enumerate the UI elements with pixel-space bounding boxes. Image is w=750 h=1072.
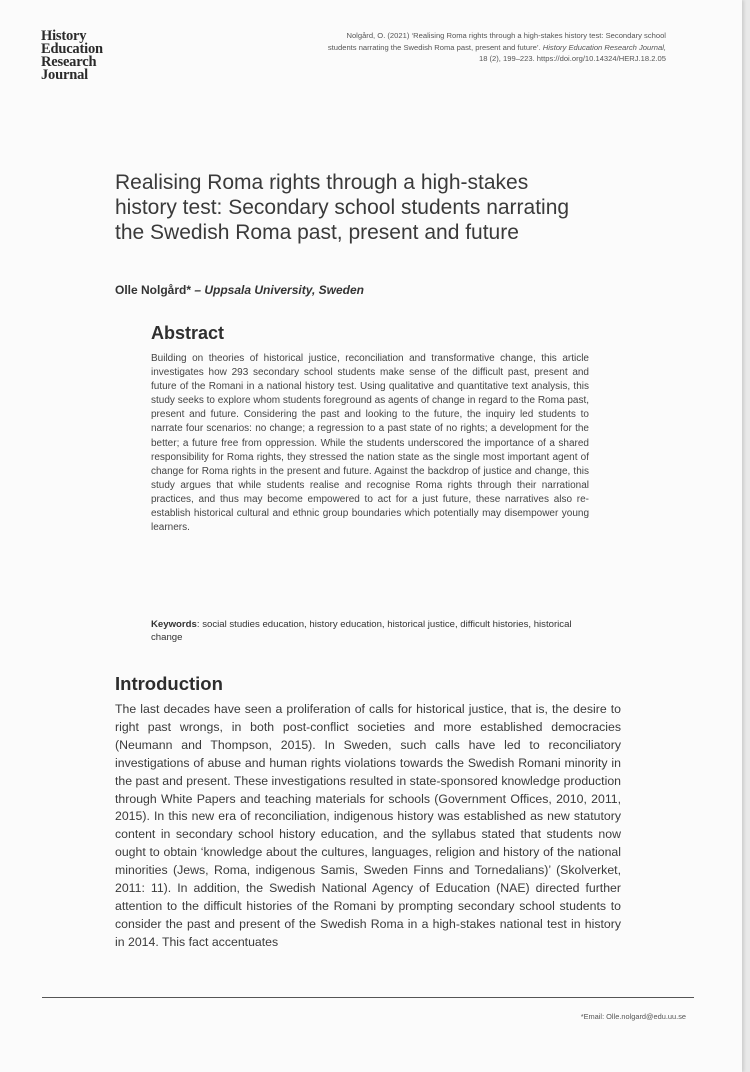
citation-journal: History Education Research Journal, bbox=[542, 42, 666, 52]
introduction-text: The last decades have seen a proliferation of calls for historical justice, that is, the desire to right past wrongs, in both post-conflict societies and more established democracies (Neumann and Thompson, 2015). In Sweden, such calls have led to reconciliatory investigations of abuse and human rights violations towards the Swedish Romani minority in the past and present. These investigations resulted in state-sponsored knowledge production through White Papers and teaching materials for schools (Government Offices, 2010, 2011, 2015). In this new era of reconciliation, indigenous history was established as new statutory content in secondary school history education, and the syllabus stated that students now ought to obtain ‘knowledge about the cultures, languages, religion and history of the national minorities (Jews, Roma, indigenous Samis, Sweden Finns and Tornedalians)’ (Skolverket, 2011: 11). In addition, the Swedish National Agency of Education (NAE) directed further attention to the difficult histories of the Romani by prompting secondary school students to consider the past and present of the Swedish Roma in a high-stakes national test in history in 2014. This fact accentuates bbox=[115, 702, 621, 949]
logo-line: Journal bbox=[41, 67, 88, 83]
abstract-text: Building on theories of historical justice, reconciliation and transformative change, this article investigates how 293 secondary school students make sense of the difficult past, present and future of the Romani in a national history test. Using qualitative and quantitative text analysis, this study seeks to explore whom students foreground as agents of change in regard to the Roma past, present and future. Considering the past and looking to the future, the inquiry led students to narrate four scenarios: no change; a regression to a past state of no rights; a development for the better; a future free from oppression. While the students underscored the importance of a shared responsibility for Roma rights, they stressed the nation state as the single most important agent of change for Roma rights in the present and future. Against the backdrop of justice and change, this study argues that while students realise and recognise Roma rights through their narrational practices, and thus may become empowered to act for a just future, these narratives also re-establish historical cultural and ethnic group boundaries which potentially may disempower young learners. bbox=[151, 353, 589, 534]
introduction-body bbox=[115, 701, 621, 952]
citation-text: Nolgård, O. (2021) ‘Realising Roma rights through a high-stakes history test: Secondary school students narrating the Swedish Roma past, present and future’. bbox=[327, 31, 666, 52]
keywords-list: : social studies education, history education, historical justice, difficult histories, historical change bbox=[151, 619, 572, 643]
author-separator: – bbox=[191, 283, 205, 297]
citation-details[interactable]: 18 (2), 199–223. https://doi.org/10.14324/HERJ.18.2.05 bbox=[478, 54, 666, 64]
journal-logo bbox=[41, 30, 103, 82]
citation-block bbox=[326, 30, 666, 65]
logo-line: History bbox=[41, 28, 87, 44]
email-footnote: *Email: Olle.nolgard@edu.uu.se bbox=[580, 1012, 686, 1021]
author-affiliation: Uppsala University, Sweden bbox=[204, 283, 364, 297]
author-line bbox=[115, 283, 364, 297]
logo-line: Education bbox=[41, 41, 103, 57]
footer-divider bbox=[42, 997, 694, 998]
logo-line: Research bbox=[41, 54, 97, 70]
abstract-heading: Abstract bbox=[151, 323, 225, 343]
keywords-label: Keywords bbox=[151, 619, 197, 630]
keywords bbox=[151, 618, 589, 644]
article-title: Realising Roma rights through a high-stakes history test: Secondary school students narrating the Swedish Roma past, present and future bbox=[115, 171, 570, 244]
author-name: Olle Nolgård* bbox=[115, 283, 192, 297]
abstract-body bbox=[151, 352, 589, 535]
introduction-heading: Introduction bbox=[115, 673, 223, 694]
